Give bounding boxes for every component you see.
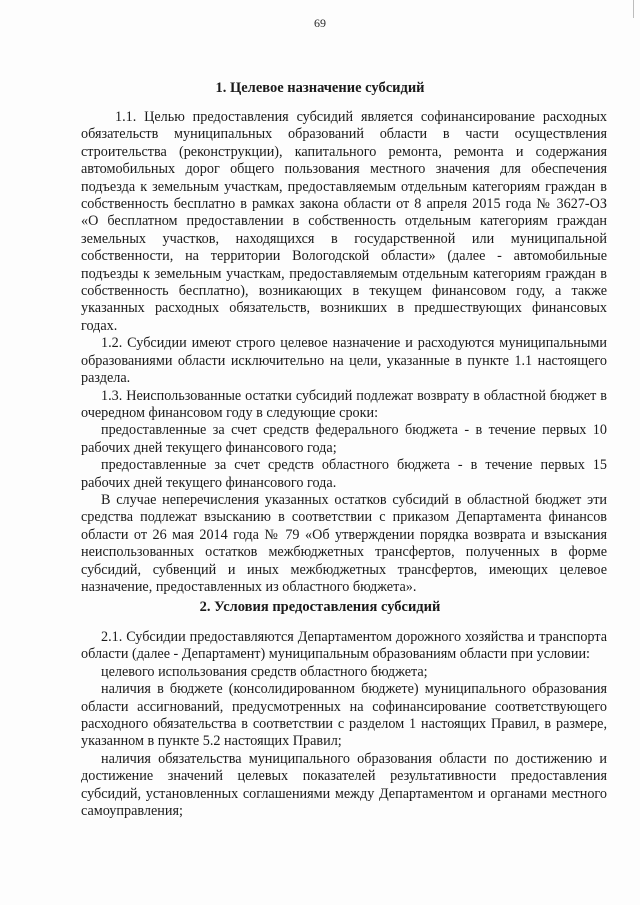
paragraph-recovery: В случае неперечисления указанных остатков субсидий в областной бюджет эти средства подлежат взысканию в соответствии с приказом Департамента финансов области от 26 мая 2014 года № 79 «Об утверждении порядка возврата и взыскания неиспользованных остатков межбюджетных трансфертов, полученных в форме субсидий, субвенций и иных межбюджетных трансфертов, имеющих целевое назначение, предоставленных из областного бюджета». xyxy=(81,491,607,595)
paragraph-regional-deadline: предоставленные за счет средств областного бюджета - в течение первых 15 рабочих дней текущего финансового года. xyxy=(81,457,607,491)
section-2-heading: 2. Условия предоставления субсидий xyxy=(199,599,441,615)
condition-performance-indicators: наличия обязательства муниципального образования области по достижению и достижение значений целевых показателей результативности предоставления субсидий, установленных соглашениями между Департаментом и органами местного самоуправления; xyxy=(81,750,607,820)
paragraph-1-2: 1.2. Субсидии имеют строго целевое назначение и расходуются муниципальными образованиями области исключительно на цели, указанные в пункте 1.1 настоящего раздела. xyxy=(81,335,607,387)
section-2-body xyxy=(81,629,607,820)
section-1-heading: 1. Целевое назначение субсидий xyxy=(215,80,425,96)
paragraph-1-1: 1.1. Целью предоставления субсидий является софинансирование расходных обязательств муниципальных образований области в части осуществления строительства (реконструкции), капитального ремонта, ремонта и содержания автомобильных дорог общего пользования местного значения для обеспечения подъезда к земельным участкам, предоставляемым отдельным категориям граждан в собственность бесплатно в рамках закона области от 8 апреля 2015 года № 3627-ОЗ «О бесплатном предоставлении в собственность отдельным категориям граждан земельных участков, находящихся в государственной или муниципальной собственности, на территории Вологодской области» (далее - автомобильные подъезды к земельным участкам, предоставляемым отдельным категориям граждан в собственность бесплатно), возникающих в текущем финансовом году, а также указанных расходных обязательств, возникших в предшествующих финансовых годах. xyxy=(81,109,607,334)
condition-target-use: целевого использования средств областного бюджета; xyxy=(101,663,428,680)
paragraph-2-1: 2.1. Субсидии предоставляются Департаментом дорожного хозяйства и транспорта области (далее - Департамент) муниципальным образованиям области при условии: xyxy=(81,629,607,663)
paragraph-federal-deadline: предоставленные за счет средств федерального бюджета - в течение первых 10 рабочих дней текущего финансового года; xyxy=(81,422,607,456)
page-number: 69 xyxy=(314,16,326,30)
condition-budget-allocation: наличия в бюджете (консолидированном бюджете) муниципального образования области ассигнований, предусмотренных на софинансирование соответствующего расходного обязательства в соответствии с разделом 1 настоящих Правил, в размере, указанном в пункте 5.2 настоящих Правил; xyxy=(81,681,607,750)
paragraph-1-3: 1.3. Неиспользованные остатки субсидий подлежат возврату в областной бюджет в очередном финансовом году в следующие сроки: xyxy=(81,387,607,421)
section-1-body xyxy=(81,109,607,596)
